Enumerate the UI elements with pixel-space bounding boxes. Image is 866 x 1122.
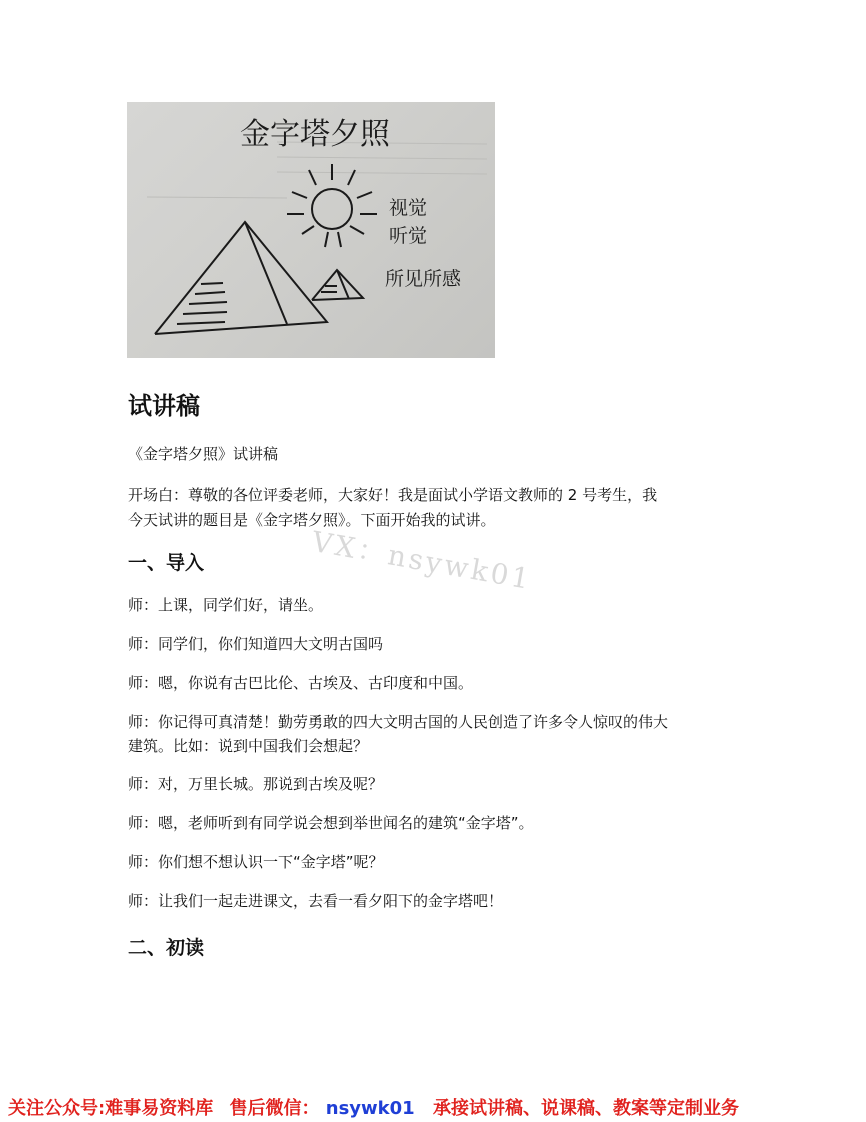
document-title: 试讲稿 bbox=[128, 392, 200, 420]
small-pyramid-icon bbox=[312, 270, 363, 300]
dialogue-line: 师：上课，同学们好，请坐。 bbox=[128, 596, 324, 614]
footer-wechat-id: nsywk01 bbox=[325, 1098, 415, 1119]
dialogue-line: 师：嗯，老师听到有同学说会想到举世闻名的建筑“金字塔”。 bbox=[128, 814, 534, 832]
sketch-note-impressions: 所见所感 bbox=[385, 268, 462, 290]
dialogue-line: 师：同学们，你们知道四大文明古国吗 bbox=[128, 635, 384, 653]
dialogue-line: 师：让我们一起走进课文，去看一看夕阳下的金字塔吧！ bbox=[128, 892, 504, 910]
section-heading-intro: 一、导入 bbox=[128, 552, 205, 574]
footer-account: 关注公众号:难事易资料库 bbox=[8, 1098, 214, 1119]
pyramid-sketch-photo bbox=[127, 102, 495, 358]
large-pyramid-icon bbox=[155, 222, 327, 334]
footer-banner bbox=[8, 1094, 858, 1120]
dialogue-line: 建筑。比如：说到中国我们会想起？ bbox=[128, 737, 369, 755]
sketch-note-sight: 视觉 bbox=[389, 197, 428, 219]
dialogue-line: 师：你记得可真清楚！勤劳勇敢的四大文明古国的人民创造了许多令人惊叹的伟大 bbox=[128, 713, 669, 731]
dialogue-line: 师：嗯，你说有古巴比伦、古埃及、古印度和中国。 bbox=[128, 674, 474, 692]
footer-wechat-label: 售后微信： bbox=[229, 1098, 320, 1119]
intro-line-1: 开场白：尊敬的各位评委老师，大家好！我是面试小学语文教师的 2 号考生，我 bbox=[128, 486, 658, 504]
dialogue-line: 师：对，万里长城。那说到古埃及呢？ bbox=[128, 775, 384, 793]
intro-line-2: 今天试讲的题目是《金字塔夕照》。下面开始我的试讲。 bbox=[128, 511, 496, 529]
pyramid-sketch-drawing bbox=[127, 102, 495, 358]
sun-icon bbox=[287, 164, 377, 247]
dialogue-line: 师：你们想不想认识一下“金字塔”呢？ bbox=[128, 853, 384, 871]
document-subtitle: 《金字塔夕照》试讲稿 bbox=[128, 445, 279, 463]
watermark: VX：nsywk01 bbox=[309, 524, 535, 597]
sketch-note-hearing: 听觉 bbox=[389, 225, 428, 247]
sketch-title: 金字塔夕照 bbox=[240, 117, 390, 152]
footer-service: 承接试讲稿、说课稿、教案等定制业务 bbox=[432, 1098, 739, 1119]
section-heading-first-reading: 二、初读 bbox=[128, 937, 205, 959]
